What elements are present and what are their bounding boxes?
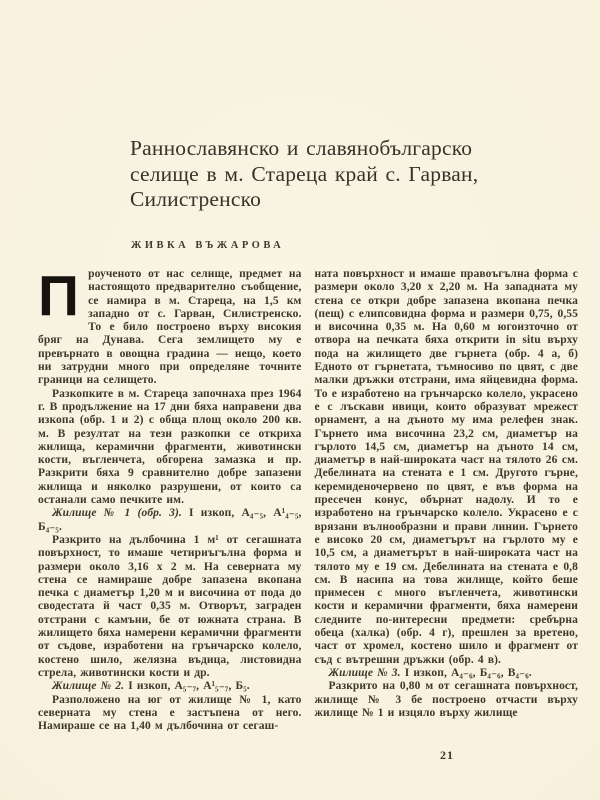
dwelling-1-heading [38, 507, 302, 534]
dwelling-2-heading [38, 680, 302, 693]
paragraph-dwelling-3: Разкрито на 0,80 м от сегашната повърхност, жилище № 3 бе построено отчасти върху жилище № 1 и изцяло върху жилище [314, 680, 578, 719]
dwelling-2-grid: I изкоп, А₅₋₇, А¹₅₋₇, Б₅. [124, 680, 250, 693]
drop-cap: П [38, 264, 80, 328]
paragraph-intro-text: роученото от нас селище, предмет на настоящото предварително съобщение, се намира в м. Стареца, на 1,5 км западно от с. Гарван, Силистренско. То е било построено върху високия бряг на Дунава. Сега землището му е превърнато в овощна градина — нещо, което ни затрудни много при определяне точните граници на селището. [38, 268, 302, 387]
paragraph-dwelling-2: Разположено на юг от жилище № 1, като северната му стена е застъпена от него. Намираше се на 1,40 м дълбочина от сегаш- [38, 693, 302, 733]
dwelling-3-heading [315, 667, 579, 680]
article-left-column [38, 264, 302, 733]
dwelling-1-grid: I изкоп, А₄₋₅, А¹₄₋₅, Б₄₋₅. [38, 507, 302, 533]
page-number: 21 [440, 748, 454, 762]
paragraph-dwelling-2-continued: ната повърхност и имаше правоъгълна форма с размери около 3,20 х 2,20 м. На западната му стена се откри добре запазена вкопана печка (пещ) с елипсовидна форма и размери 0,75, 0,55 и височина 0,35 м. На 0,60 м югоизточно от отвора на печката бяха открити in situ върху пода на жилището две гърнета (обр. 4 а, б) Едното от гърнетата, тъмносиво по цвят, с две малки дръжки отстрани, има яйцевидна форма. То е изработено на грънчарско колело, украсено е с лъскави ивици, които образуват мрежест орнамент, а на дъното му има релефен знак. Гърнето има височина 23,2 см, диаметър на гърлото 14,5 см, диаметър на дъното 14 см, диаметър в най-широката част на тялото 26 см. Дебелината на стената е 1 см. Другото гърне, керемиденочервено по цвят, е във форма на пресечен конус, обърнат надолу. И то е изработено на грънчарско колело. Украсено е с врязани вълнообразни и прави линии. Гърнето е високо 20 см, диаметърът на гърлото му е 10,5 см, а диаметърът в най-широката част на тялото му е 19 см. Дебелината на стената е 0,8 см. В насипа на това жилище, който беше примесен с много въгленчета, животински кости и керамични фрагменти, бяха намерени следните по-интересни предмети: сребърна обеца (халка) (обр. 4 г), прешлен за вретено, част от хромел, костено шило и фрагмент от съд с вътрешни дръжки (обр. 4 в). [314, 268, 578, 666]
dwelling-2-label: Жилище № 2. [52, 680, 125, 693]
dwelling-1-label: Жилище № 1 (обр. 3). [52, 507, 182, 520]
paragraph-excavations: Разкопките в м. Стареца започнаха през 1964 г. В продължение на 17 дни бяха направени два изкопа (обр. 1 и 2) с обща площ около 200 кв. м. В резултат на тези разкопки се откриха жилища, керамични фрагменти, животински кости, въгленчета, обгорена замазка и пр. Разкрити бяха 9 сравнително добре запазени жилища и няколко разрушени, от които са останали само печките им. [38, 387, 302, 507]
paragraph-dwelling-1: Разкрито на дълбочина 1 м¹ от сегашната повърхност, то имаше четириъгълна форма и размери около 3,16 х 2 м. На северната му стена се намираше добре запазена вкопана печка с диаметър 1,20 м и височина от пода до сводестата й част 0,35 м. Отворът, заграден отстрани с камъни, бе от южната страна. В жилището бяха намерени керамични фрагменти от съдове, изработени на грънчарско колело, костено шило, желязна въдица, листовидна стрела, животински кости и др. [38, 533, 302, 679]
article-right-column [315, 268, 579, 733]
dwelling-3-label: Жилище № 3. [328, 666, 401, 679]
page-title [130, 136, 550, 213]
dwelling-3-grid: I изкоп, А₄₋₆, Б₄₋₆, В₄₋₆. [400, 666, 532, 679]
paragraph-intro [38, 264, 302, 388]
title-line-2: селище в м. Стареца край с. Гарван, [130, 161, 479, 186]
article-body [38, 264, 578, 733]
title-line-3: Силистренско [130, 187, 262, 211]
author-name: ЖИВКА ВЪЖАРОВА [131, 240, 285, 251]
title-line-1: Раннославянско и славянобългарско [130, 136, 473, 160]
